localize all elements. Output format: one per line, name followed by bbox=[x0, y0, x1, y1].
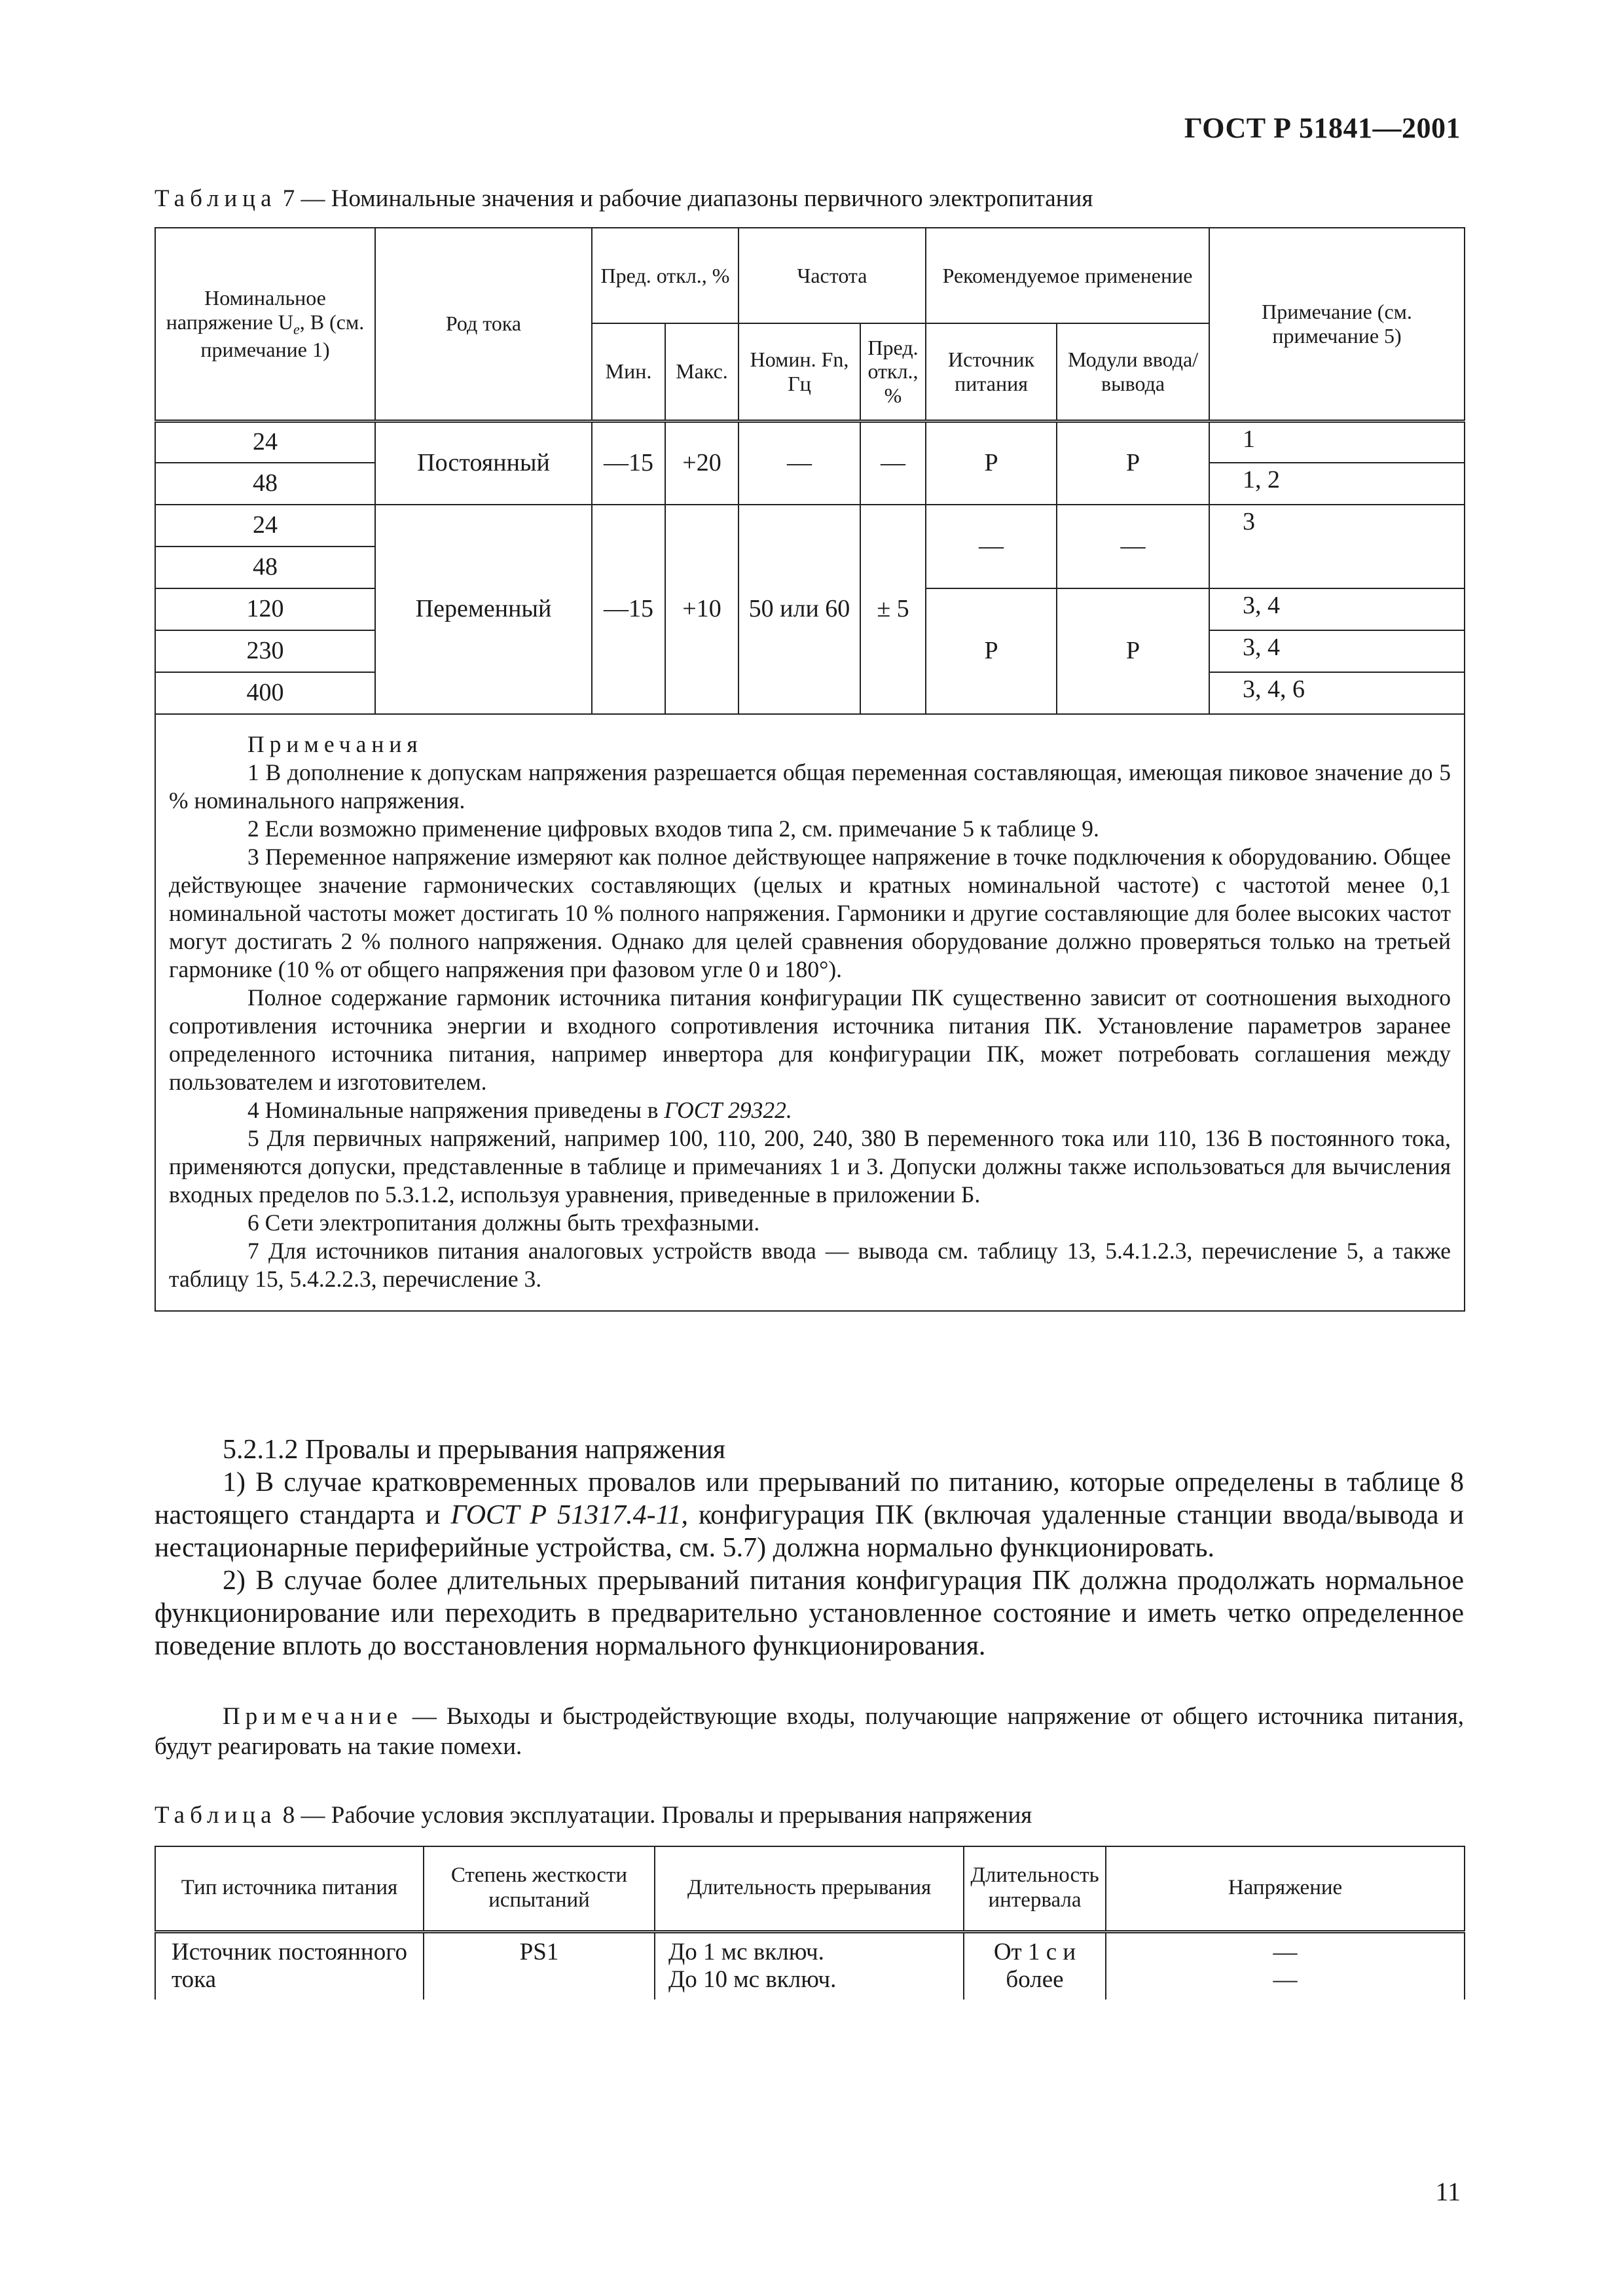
voltage-cell: 48 bbox=[155, 463, 375, 505]
section-note-text: — Выходы и быстродействующие входы, получающие напряжение от общего источника питания, будут реагировать на такие помехи. bbox=[155, 1703, 1464, 1760]
note-1: 1 В дополнение к допускам напряжения разрешается общая переменная составляющая, имеющая пиковое значение до 5 % номинального напряжения. bbox=[169, 759, 1451, 814]
ac-io-modules-low: — bbox=[1057, 505, 1209, 588]
t8-severity-cell: PS1 bbox=[424, 1931, 655, 2000]
section-note bbox=[155, 1702, 1464, 1762]
section-paragraph-1: 1) В случае кратковременных провалов или прерываний по питанию, которые определены в таблице 8 настоящего стандарта и ГОСТ Р 51317.4-11, конфигурация ПК (включая удаленные станции ввода/вывода и нестационарные периферийные устройства, см. 5.7) должна нормально функционировать. bbox=[155, 1467, 1464, 1563]
gost-29322-reference: ГОСТ 29322. bbox=[664, 1097, 792, 1123]
note-4: 4 Номинальные напряжения приведены в ГОСТ 29322. bbox=[247, 1097, 792, 1123]
dc-freq-dev: — bbox=[860, 421, 926, 505]
dc-min: —15 bbox=[592, 421, 665, 505]
note-3-continued: Полное содержание гармоник источника питания конфигурации ПК существенно зависит от соотношения выходного сопротивления источника энергии и входного сопротивления источника питания ПК. Установление параметров заранее определенного источника питания, например инвертора для конфигурации ПК, может потребовать соглашения между пользователем и изготовителем. bbox=[169, 984, 1451, 1095]
t8-duration-1: До 1 мс включ. bbox=[668, 1938, 824, 1965]
dc-io-modules: P bbox=[1057, 421, 1209, 505]
ac-min: —15 bbox=[592, 505, 665, 714]
table7-caption bbox=[155, 185, 1093, 213]
t8-voltage-2: — bbox=[1273, 1966, 1298, 1994]
note-ref-cell: 1, 2 bbox=[1209, 463, 1465, 505]
voltage-cell: 24 bbox=[155, 505, 375, 547]
t8-header-interruption-duration: Длительность прерывания bbox=[655, 1846, 964, 1931]
header-frequency: Частота bbox=[739, 228, 926, 323]
ac-power-source-high: P bbox=[926, 588, 1057, 714]
current-type-dc: Постоянный bbox=[375, 421, 592, 505]
dc-power-source: P bbox=[926, 421, 1057, 505]
dc-max: +20 bbox=[665, 421, 739, 505]
document-id-header: ГОСТ Р 51841—2001 bbox=[1184, 112, 1461, 144]
t8-duration-cell bbox=[655, 1931, 964, 2000]
page-number: 11 bbox=[1435, 2177, 1461, 2206]
note-ref-cell: 3 bbox=[1209, 505, 1465, 588]
note-ref-cell: 1 bbox=[1209, 421, 1465, 463]
ac-power-source-low: — bbox=[926, 505, 1057, 588]
t8-voltage-cell bbox=[1106, 1931, 1465, 2000]
dc-freq: — bbox=[739, 421, 860, 505]
table7-notes bbox=[155, 714, 1465, 1311]
table8-caption bbox=[155, 1801, 1032, 1829]
table8-caption-prefix: Таблица bbox=[155, 1802, 277, 1829]
table8-caption-text: 8 — Рабочие условия эксплуатации. Провалы и прерывания напряжения bbox=[276, 1802, 1032, 1829]
header-deviation: Пред. откл., % bbox=[592, 228, 739, 323]
note-2: 2 Если возможно применение цифровых входов типа 2, см. примечание 5 к таблице 9. bbox=[247, 816, 1099, 842]
ac-io-modules-high: P bbox=[1057, 588, 1209, 714]
t8-source-type-cell: Источник постоянного тока bbox=[155, 1931, 424, 2000]
section-5-2-1-2 bbox=[155, 1433, 1464, 1662]
header-io-modules: Модули ввода/вывода bbox=[1057, 323, 1209, 421]
note-7: 7 Для источников питания аналоговых устройств ввода — вывода см. таблицу 13, 5.4.1.2.3, перечисление 5, а также таблицу 15, 5.4.2.2.3, перечисление 3. bbox=[169, 1238, 1451, 1292]
voltage-cell: 230 bbox=[155, 630, 375, 672]
t8-duration-2: До 10 мс включ. bbox=[668, 1966, 837, 1994]
current-type-ac: Переменный bbox=[375, 505, 592, 714]
note-5: 5 Для первичных напряжений, например 100, 110, 200, 240, 380 В переменного тока или 110, 136 В постоянного тока, применяются допуски, представленные в таблице и примечаниях 1 и 3. Допуски должны также использоваться для вычисления входных пределов по 5.3.1.2, используя уравнения, приведенные в приложении Б. bbox=[169, 1125, 1451, 1208]
table7-caption-prefix: Таблица bbox=[155, 185, 277, 212]
t8-header-voltage: Напряжение bbox=[1106, 1846, 1465, 1931]
table8 bbox=[155, 1846, 1465, 2000]
ac-freq: 50 или 60 bbox=[739, 505, 860, 714]
note-ref-cell: 3, 4, 6 bbox=[1209, 672, 1465, 714]
table7 bbox=[155, 227, 1465, 1312]
gost-51317-reference: ГОСТ Р 51317.4-11, bbox=[450, 1500, 688, 1530]
t8-header-source-type: Тип источника питания bbox=[155, 1846, 424, 1931]
voltage-cell: 120 bbox=[155, 588, 375, 630]
header-current-type: Род тока bbox=[375, 228, 592, 421]
voltage-cell: 48 bbox=[155, 547, 375, 588]
table7-caption-text: 7 — Номинальные значения и рабочие диапазоны первичного электропитания bbox=[276, 185, 1093, 212]
t8-voltage-1: — bbox=[1273, 1938, 1298, 1965]
ac-max: +10 bbox=[665, 505, 739, 714]
t8-header-severity: Степень жесткости испытаний bbox=[424, 1846, 655, 1931]
note-6: 6 Сети электропитания должны быть трехфазными. bbox=[247, 1210, 760, 1236]
section-paragraph-2: 2) В случае более длительных прерываний питания конфигурация ПК должна продолжать нормальное функционирование или переходить в предварительно установленное состояние и иметь четко определенное поведение вплоть до восстановления нормального функционирования. bbox=[155, 1566, 1464, 1661]
voltage-cell: 24 bbox=[155, 421, 375, 463]
note-ref-cell: 3, 4 bbox=[1209, 588, 1465, 630]
notes-title: Примечания bbox=[247, 731, 423, 757]
header-remark: Примечание (см. примечание 5) bbox=[1209, 228, 1465, 421]
note-ref-cell: 3, 4 bbox=[1209, 630, 1465, 672]
ac-freq-dev: ± 5 bbox=[860, 505, 926, 714]
header-recommended-use: Рекомендуемое применение bbox=[926, 228, 1209, 323]
section-note-label: Примечание bbox=[223, 1703, 403, 1730]
header-max: Макс. bbox=[665, 323, 739, 421]
header-power-source: Источник питания bbox=[926, 323, 1057, 421]
voltage-cell: 400 bbox=[155, 672, 375, 714]
header-nominal-voltage: Номинальное напряжение $U_e$, В (см. примечание 1) bbox=[155, 228, 375, 421]
header-freq-deviation: Пред. откл., % bbox=[860, 323, 926, 421]
t8-interval-cell: От 1 с и более bbox=[964, 1931, 1106, 2000]
header-min: Мин. bbox=[592, 323, 665, 421]
section-heading: 5.2.1.2 Провалы и прерывания напряжения bbox=[223, 1435, 726, 1465]
note-3: 3 Переменное напряжение измеряют как полное действующее напряжение в точке подключения к оборудованию. Общее действующее значение гармонических составляющих (целых и кратных номинальной частоте) с частотой менее 0,1 номинальной частоты может достигать 10 % полного напряжения. Гармоники и другие составляющие для более высоких частот могут достигать 2 % полного напряжения. Однако для целей сравнения оборудование должно проверяться только на третьей гармонике (10 % от общего напряжения при фазовом угле 0 и 180°). bbox=[169, 844, 1451, 982]
header-freq-nominal: Номин. Fn, Гц bbox=[739, 323, 860, 421]
t8-header-interval-duration: Длительность интервала bbox=[964, 1846, 1106, 1931]
